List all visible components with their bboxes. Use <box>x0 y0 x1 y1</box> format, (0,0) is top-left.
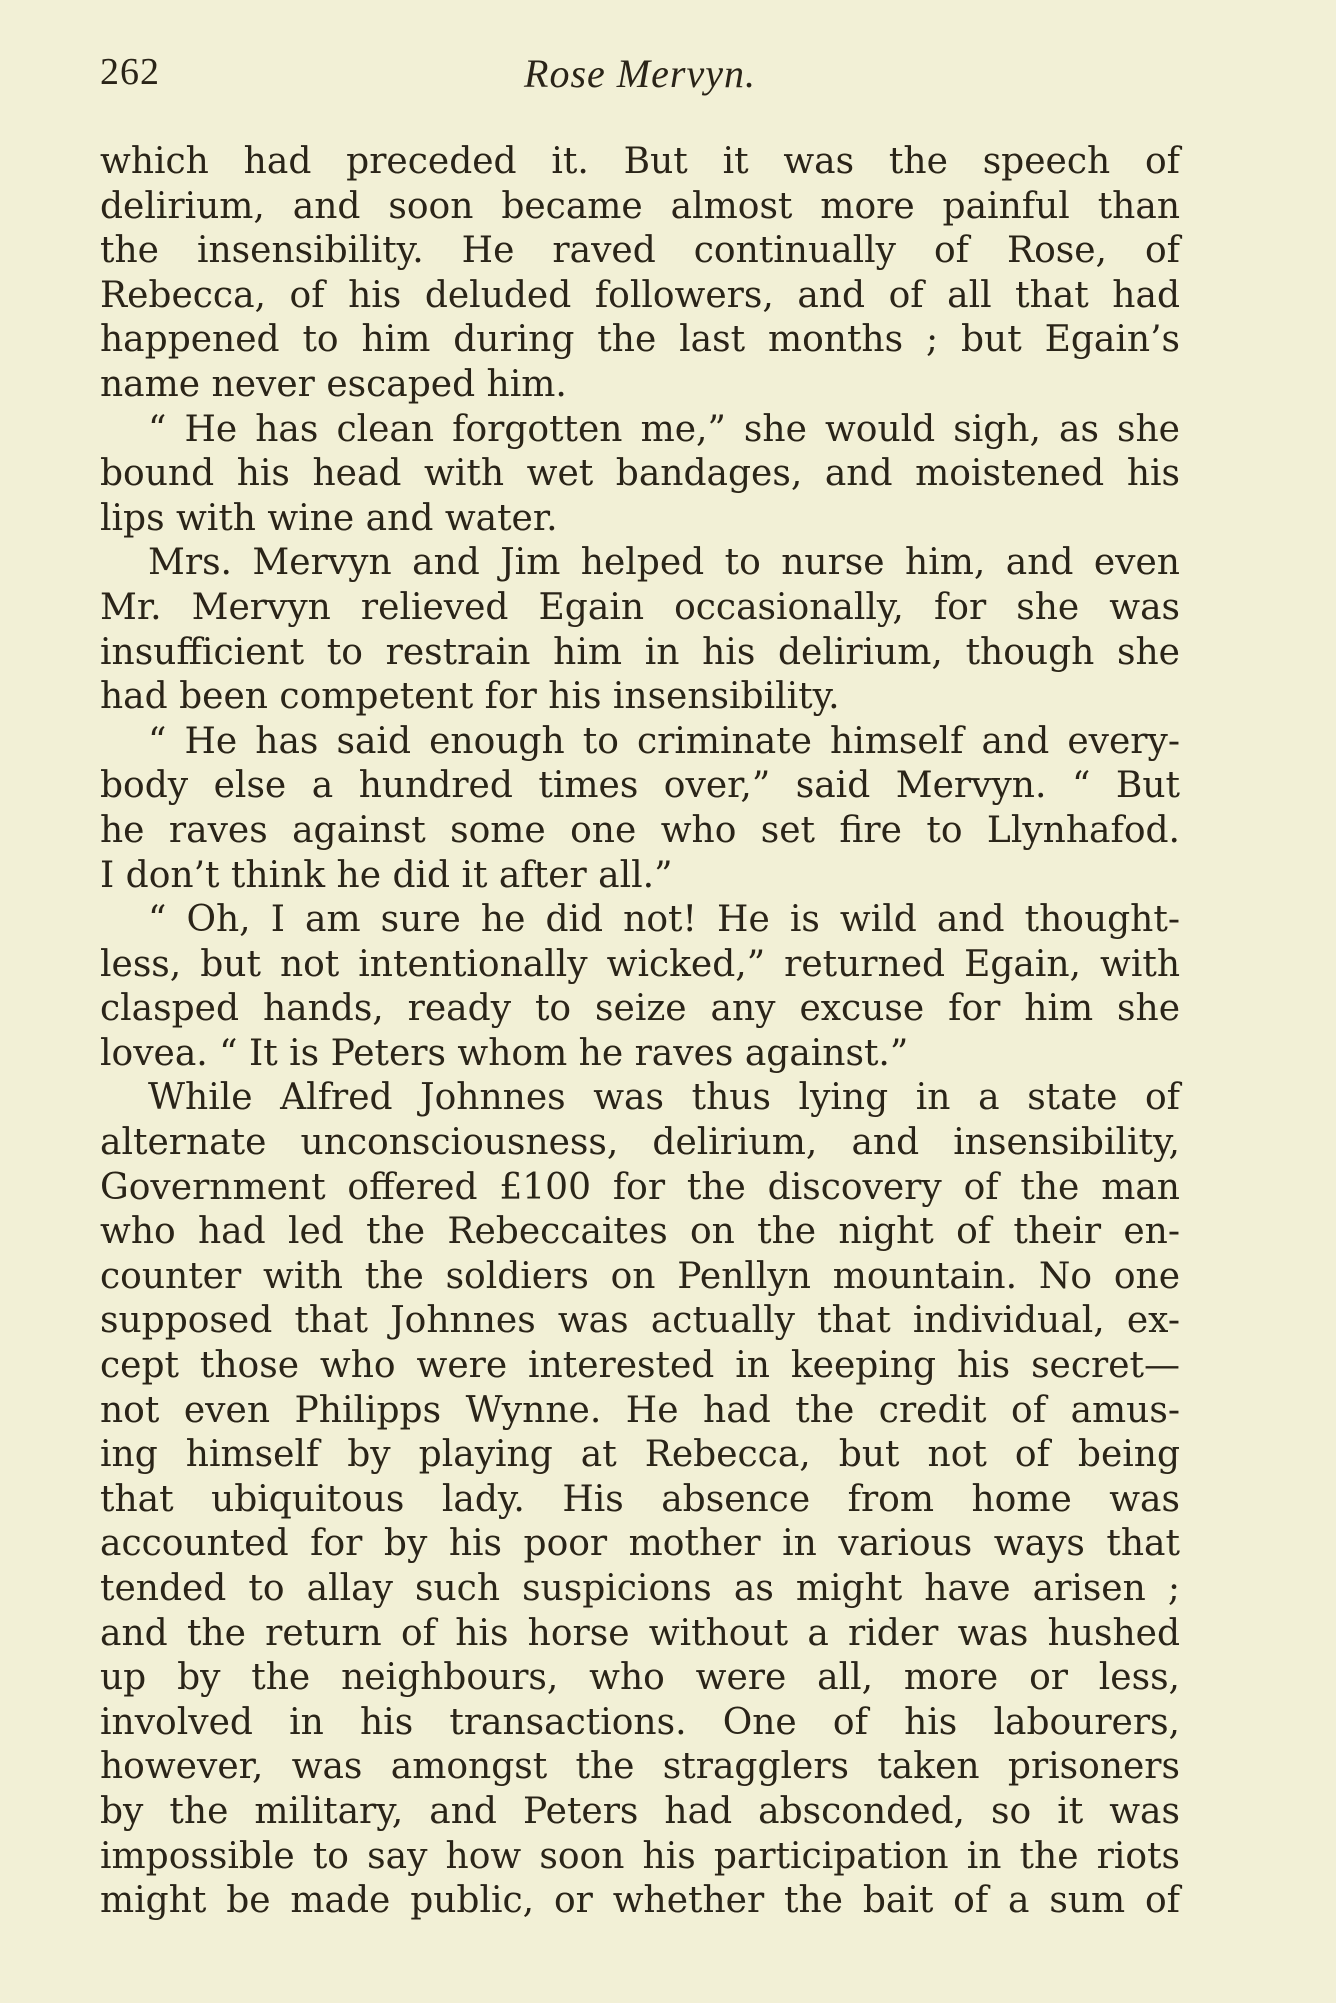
text-line: accounted for by his poor mother in various ways that <box>100 1523 1180 1565</box>
text-line: alternate unconsciousness, delirium, and insensibility, <box>100 1122 1180 1164</box>
text-line: Mrs. Mervyn and Jim helped to nurse him, and even <box>148 542 1180 584</box>
text-line: supposed that Johnnes was actually that individual, ex- <box>100 1300 1180 1342</box>
text-line: While Alfred Johnnes was thus lying in a state of <box>148 1077 1180 1119</box>
text-line: which had preceded it. But it was the speech of <box>100 141 1180 182</box>
text-line: “ He has said enough to criminate himself and every- <box>148 720 1180 762</box>
page-number: 262 <box>100 51 160 93</box>
text-line: up by the neighbours, who were all, more or less, <box>100 1657 1180 1699</box>
text-line: he raves against some one who set fire to Llynhafod. <box>100 809 1180 851</box>
text-line: lips with wine and water. <box>100 497 558 539</box>
text-line: counter with the soldiers on Penllyn mountain. No one <box>100 1255 1180 1297</box>
text-line: however, was amongst the stragglers taken prisoners <box>100 1746 1180 1788</box>
text-line: bound his head with wet bandages, and moistened his <box>100 453 1180 495</box>
text-line: delirium, and soon became almost more painful than <box>100 185 1180 227</box>
text-line: who had led the Rebeccaites on the night of their en- <box>100 1211 1180 1253</box>
text-line: the insensibility. He raved continually of Rose, of <box>100 230 1180 272</box>
running-head <box>100 50 1180 100</box>
text-line: body else a hundred times over,” said Mervyn. “ But <box>100 765 1180 807</box>
text-line: clasped hands, ready to seize any excuse for him she <box>100 988 1180 1030</box>
text-line: that ubiquitous lady. His absence from home was <box>100 1478 1180 1520</box>
text-line: had been competent for his insensibility. <box>100 676 840 718</box>
text-line: I don’t think he did it after all.” <box>100 854 673 896</box>
body-text <box>100 140 1180 1924</box>
text-line: lovea. “ It is Peters whom he raves against.” <box>100 1032 909 1074</box>
text-line: and the return of his horse without a rider was hushed <box>100 1612 1180 1654</box>
text-line: happened to him during the last months ; but Egain’s <box>100 319 1180 361</box>
text-line: involved in his transactions. One of his labourers, <box>100 1701 1180 1743</box>
text-line: tended to allay such suspicions as might have arisen ; <box>100 1568 1180 1609</box>
text-line: Rebecca, of his deluded followers, and of all that had <box>100 274 1180 316</box>
text-line: less, but not intentionally wicked,” returned Egain, with <box>100 943 1180 985</box>
text-line: not even Philipps Wynne. He had the credit of amus- <box>100 1389 1180 1431</box>
text-line: insufficient to restrain him in his delirium, though she <box>100 631 1180 673</box>
text-line: name never escaped him. <box>100 363 567 405</box>
text-line: cept those who were interested in keeping his secret— <box>100 1345 1180 1387</box>
text-line: might be made public, or whether the bait of a sum of <box>100 1880 1180 1922</box>
text-line: Mr. Mervyn relieved Egain occasionally, for she was <box>100 586 1180 628</box>
text-line: “ He has clean forgotten me,” she would sigh, as she <box>148 408 1180 450</box>
text-line: impossible to say how soon his participation in the riots <box>100 1835 1180 1877</box>
text-line: “ Oh, I am sure he did not! He is wild and thought- <box>148 899 1180 941</box>
book-title: Rose Mervyn. <box>524 51 756 96</box>
text-line: ing himself by playing at Rebecca, but not of being <box>100 1434 1180 1476</box>
text-line: by the military, and Peters had absconded, so it was <box>100 1790 1180 1832</box>
text-line: Government offered £100 for the discovery of the man <box>100 1166 1180 1208</box>
